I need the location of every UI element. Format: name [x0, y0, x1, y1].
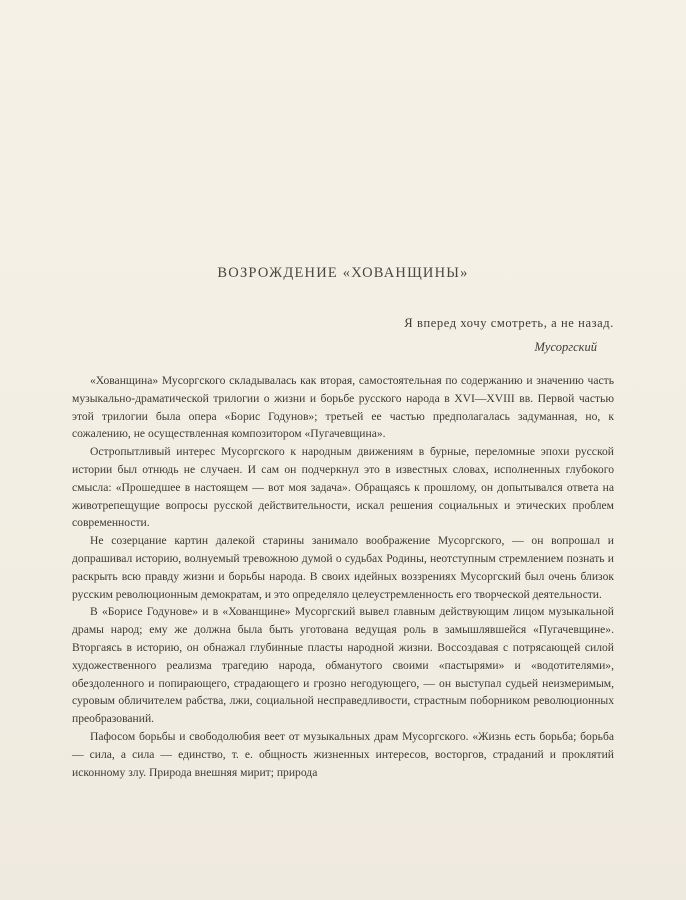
body-text [72, 372, 614, 781]
chapter-title: ВОЗРОЖДЕНИЕ «ХОВАНЩИНЫ» [217, 265, 469, 281]
paragraph-5: Пафосом борьбы и свободолюбия веет от музыкальных драм Мусоргского. «Жизнь есть борьба; борьба — сила, а сила — единство, т. е. общность жизненных интересов, восторгов, страданий и проклятий исконному злу. Природа внешняя мирит; природа [72, 729, 614, 779]
epigraph-quote: Я вперед хочу смотреть, а не назад. [404, 316, 614, 330]
paragraph-3: Не созерцание картин далекой старины занимало воображение Мусоргского, — он вопрошал и допрашивал историю, волнуемый тревожною думой о судьбах Родины, неотступным стремлением познать и раскрыть всю правду жизни и борьбы народа. В своих идейных воззрениях Мусоргский был очень близок русским революционным демократам, и это определяло целеустремленность его творческой деятельности. [72, 534, 614, 601]
paragraph-2: Остропытливый интерес Мусоргского к народным движениям в бурные, переломные эпохи русской истории был отнюдь не случаен. И сам он подчеркнул это в известных словах, исполненных глубокого смысла: «Прошедшее в настоящем — вот моя задача». Обращаясь к прошлому, он допытывался ответа на животрепещущие вопросы русской действительности, искал решения социальных и этических проблем современности. [72, 445, 614, 530]
paragraph-1: «Хованщина» Мусоргского складывалась как вторая, самостоятельная по содержанию и значению часть музыкально-драматической трилогии о жизни и борьбе русского народа в XVI—XVIII вв. Первой частью этой трилогии была опера «Борис Годунов»; третьей ее частью предполагалась задуманная, но, к сожалению, не осуществленная композитором «Пугачевщина». [72, 374, 614, 441]
epigraph-author: Мусоргский [534, 340, 597, 354]
paragraph-4: В «Борисе Годунове» и в «Хованщине» Мусоргский вывел главным действующим лицом музыкальной драмы народ; ему же должна была быть уготована ведущая роль в замышлявшейся «Пугачевщине». Вторгаясь в историю, он обнажал глубинные пласты народной жизни. Воссоздавая с потрясающей силой художественного реализма трагедию народа, обманутого своими «пастырями» и «водотителями», обездоленного и попирающего, страдающего и грозно негодующего, — он выступал судьей неизмеримым, суровым обличителем рабства, лжи, социальной несправедливости, страстным поборником революционных преобразований. [72, 605, 614, 726]
